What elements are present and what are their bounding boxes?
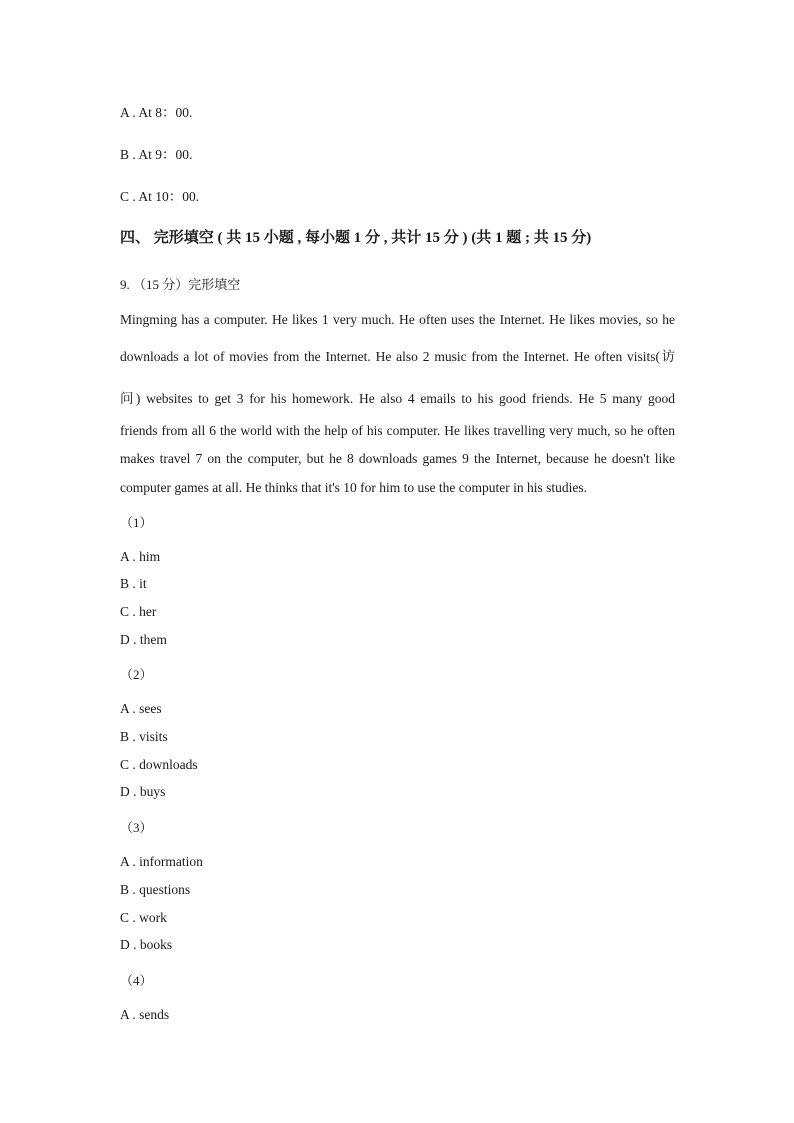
sub-question-label: （3） xyxy=(120,820,153,835)
option-d: D . buys xyxy=(120,784,166,799)
question-title: 9. （15 分）完形填空 xyxy=(120,277,241,292)
option-c: C . work xyxy=(120,910,167,925)
prev-option-b: B . At 9：00. xyxy=(120,147,193,162)
option-a: A . information xyxy=(120,854,203,869)
passage-line: Mingming has a computer. He likes 1 very much. He often uses the Internet. He likes movies, so he xyxy=(120,312,675,327)
passage-line: computer games at all. He thinks that it's 10 for him to use the computer in his studies. xyxy=(120,480,587,495)
sub-question-label: （2） xyxy=(120,667,153,682)
passage-line: 问) websites to get 3 for his homework. He also 4 emails to his good friends. He 5 many good xyxy=(120,391,675,406)
prev-option-a: A . At 8：00. xyxy=(120,105,193,120)
sub-question-label: （1） xyxy=(120,515,153,530)
prev-option-c: C . At 10：00. xyxy=(120,189,200,204)
passage-line: downloads a lot of movies from the Internet. He also 2 music from the Internet. He often visits(访 xyxy=(120,349,675,364)
option-d: D . books xyxy=(120,937,173,952)
option-b: B . questions xyxy=(120,882,191,897)
option-a: A . sees xyxy=(120,701,162,716)
option-c: C . downloads xyxy=(120,757,198,772)
passage-line: friends from all 6 the world with the help of his computer. He likes travelling very much, so he often xyxy=(120,423,675,438)
option-c: C . her xyxy=(120,604,157,619)
option-a: A . sends xyxy=(120,1007,170,1022)
option-b: B . it xyxy=(120,576,147,591)
option-b: B . visits xyxy=(120,729,168,744)
section-heading: 四、 完形填空 ( 共 15 小题 , 每小题 1 分 , 共计 15 分 ) (共 1 题 ; 共 15 分) xyxy=(120,230,592,246)
option-d: D . them xyxy=(120,632,167,647)
option-a: A . him xyxy=(120,549,161,564)
passage-line: makes travel 7 on the computer, but he 8 downloads games 9 the Internet, because he doesn't like xyxy=(120,451,675,466)
sub-question-label: （4） xyxy=(120,973,153,988)
